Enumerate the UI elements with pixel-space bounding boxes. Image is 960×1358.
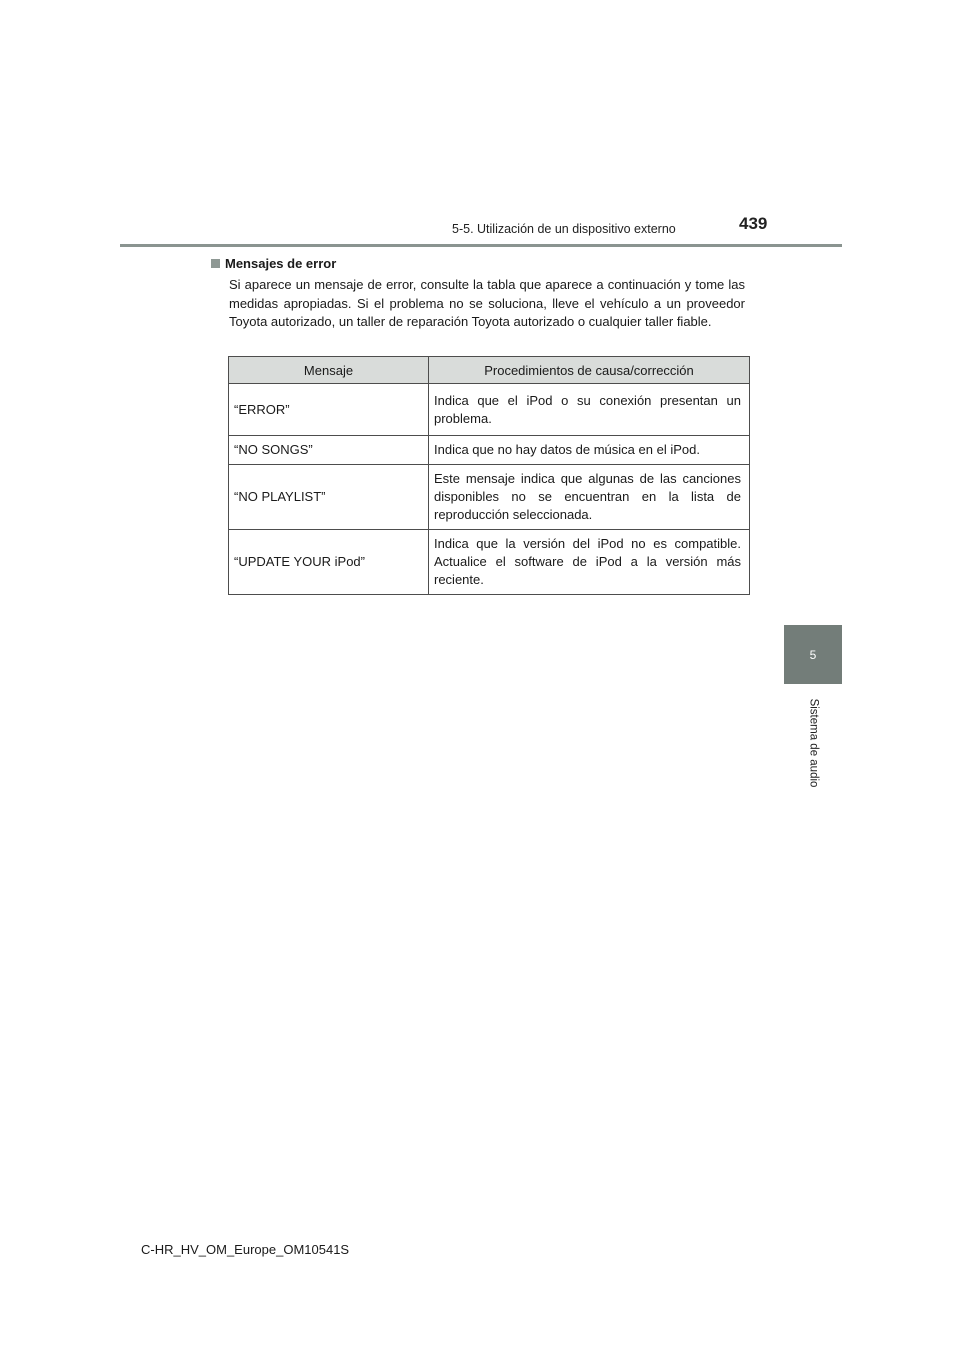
error-messages-table — [228, 356, 750, 595]
section-heading-text: Mensajes de error — [225, 256, 337, 271]
page-number: 439 — [739, 214, 768, 233]
chapter-title: Sistema de audio — [807, 698, 819, 788]
table-header-message: Mensaje — [229, 357, 429, 384]
table-row — [229, 436, 750, 465]
table-cell-message: “NO PLAYLIST” — [229, 465, 429, 530]
table-row — [229, 530, 750, 595]
chapter-number: 5 — [809, 647, 817, 662]
table-header-procedure: Procedimientos de causa/corrección — [429, 357, 750, 384]
table-row — [229, 465, 750, 530]
square-bullet-icon — [211, 259, 220, 268]
table-cell-description: Este mensaje indica que algunas de las canciones disponibles no se encuentran en la lista de reproducción seleccionada. — [429, 465, 750, 530]
table-header-row — [229, 357, 750, 384]
section-heading — [211, 256, 336, 271]
header-section-title: 5-5. Utilización de un dispositivo externo — [452, 222, 676, 236]
document-code: C-HR_HV_OM_Europe_OM10541S — [141, 1242, 350, 1257]
table-row — [229, 384, 750, 436]
table-cell-message: “ERROR” — [229, 384, 429, 436]
table-cell-message: “NO SONGS” — [229, 436, 429, 465]
chapter-side-label — [784, 688, 842, 798]
intro-paragraph: Si aparece un mensaje de error, consulte la tabla que aparece a continuación y tome las medidas apropiadas. Si el problema no se soluciona, lleve el vehículo a un proveedor Toyota autorizado, un taller de reparación Toyota autorizado o cualquier taller fiable. — [229, 277, 745, 329]
table-cell-description: Indica que el iPod o su conexión presentan un problema. — [429, 384, 750, 436]
table-cell-description: Indica que no hay datos de música en el iPod. — [429, 436, 750, 465]
chapter-tab — [784, 625, 842, 684]
table-cell-description: Indica que la versión del iPod no es compatible. Actualice el software de iPod a la versión más reciente. — [429, 530, 750, 595]
table-cell-message: “UPDATE YOUR iPod” — [229, 530, 429, 595]
header-rule — [120, 244, 842, 247]
